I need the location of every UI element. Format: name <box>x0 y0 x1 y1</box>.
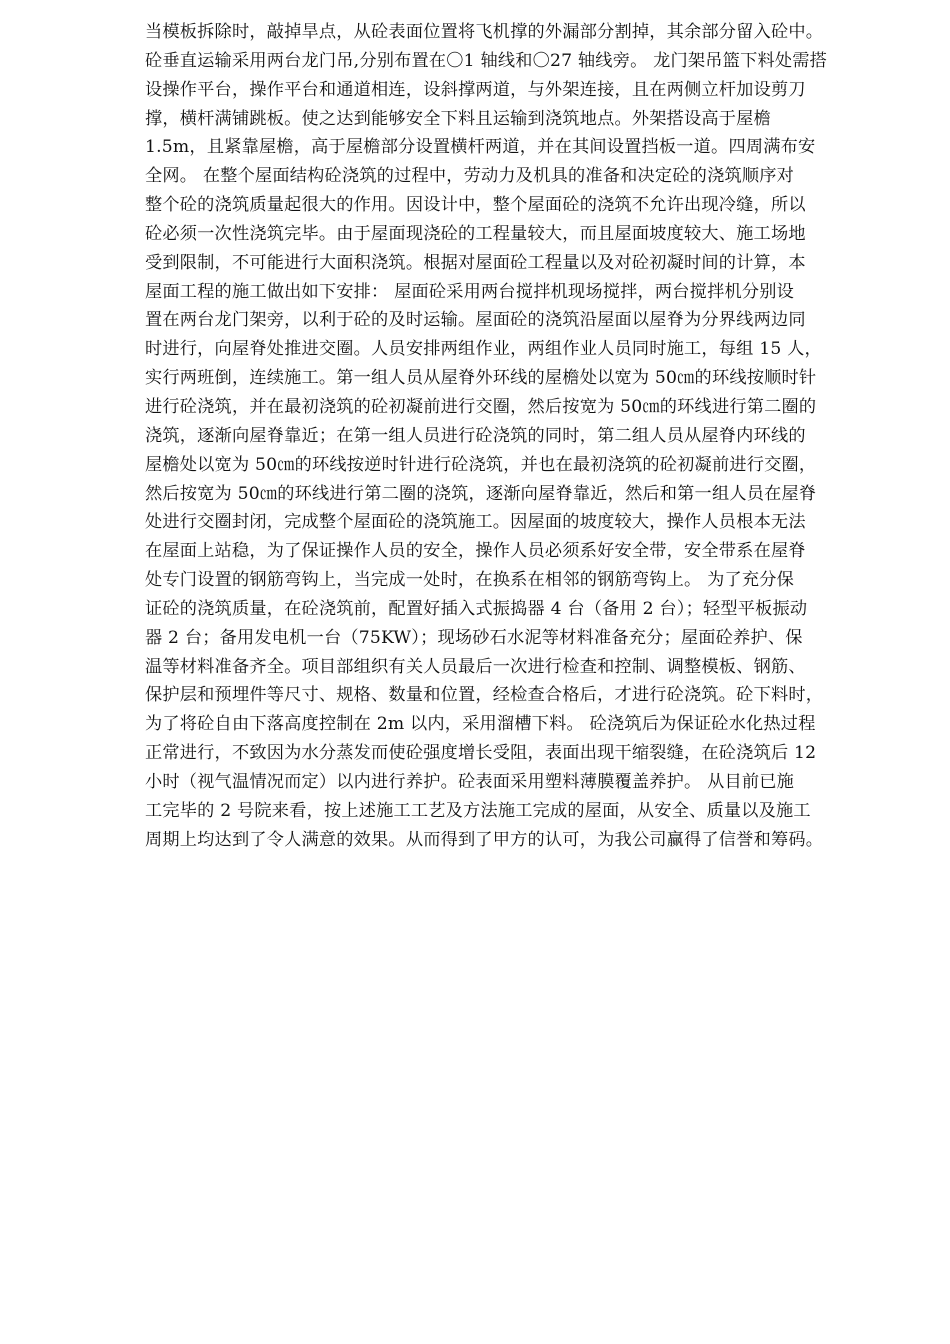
text-line: 周期上均达到了令人满意的效果。从而得到了甲方的认可，为我公司赢得了信誉和筹码。 <box>145 829 824 850</box>
text-line: 时进行，向屋脊处推进交圈。人员安排两组作业，两组作业人员同时施工，每组 15 人， <box>145 339 822 360</box>
text-line: 屋檐处以宽为 50㎝的环线按逆时针进行砼浇筑，并也在最初浇筑的砼初凝前进行交圈， <box>145 454 817 475</box>
text-line: 处进行交圈封闭，完成整个屋面砼的浇筑施工。因屋面的坡度较大，操作人员根本无法 <box>145 512 806 533</box>
text-line: 1.5m，且紧靠屋檐，高于屋檐部分设置横杆两道，并在其间设置挡板一道。四周满布安 <box>145 137 816 158</box>
text-line: 正常进行，不致因为水分蒸发而使砼强度增长受阻，表面出现干缩裂缝，在砼浇筑后 12 <box>145 743 817 764</box>
text-line: 工完毕的 2 号院来看，按上述施工工艺及方法施工完成的屋面，从安全、质量以及施工 <box>145 800 811 821</box>
body-text <box>145 18 905 854</box>
text-line: 小时（视气温情况而定）以内进行养护。砼表面采用塑料薄膜覆盖养护。 从目前已施 <box>145 771 795 792</box>
text-line: 保护层和预埋件等尺寸、规格、数量和位置，经检查合格后，才进行砼浇筑。砼下料时， <box>145 685 824 706</box>
text-line: 为了将砼自由下落高度控制在 2m 以内，采用溜槽下料。 砼浇筑后为保证砼水化热过程 <box>145 714 816 735</box>
text-line: 砼必须一次性浇筑完毕。由于屋面现浇砼的工程量较大，而且屋面坡度较大、施工场地 <box>145 223 806 244</box>
text-line: 屋面工程的施工做出如下安排： 屋面砼采用两台搅拌机现场搅拌，两台搅拌机分别设 <box>145 281 795 302</box>
text-line: 处专门设置的钢筋弯钩上，当完成一处时，在换系在相邻的钢筋弯钩上。 为了充分保 <box>145 570 795 591</box>
text-line: 置在两台龙门架旁，以利于砼的及时运输。屋面砼的浇筑沿屋面以屋脊为分界线两边同 <box>145 310 806 331</box>
text-line: 受到限制，不可能进行大面积浇筑。根据对屋面砼工程量以及对砼初凝时间的计算，本 <box>145 252 806 273</box>
text-line: 整个砼的浇筑质量起很大的作用。因设计中，整个屋面砼的浇筑不允许出现冷缝，所以 <box>145 195 806 216</box>
text-line: 全网。 在整个屋面结构砼浇筑的过程中，劳动力及机具的准备和决定砼的浇筑顺序对 <box>145 166 795 187</box>
text-line: 证砼的浇筑质量，在砼浇筑前，配置好插入式振捣器 4 台（备用 2 台）；轻型平板振动 <box>145 598 808 619</box>
text-line: 器 2 台；备用发电机一台（75KW）；现场砂石水泥等材料准备充分；屋面砼养护、保 <box>145 627 803 648</box>
text-line: 当模板拆除时，敲掉旱点，从砼表面位置将飞机撑的外漏部分割掉，其余部分留入砼中。 <box>145 22 824 42</box>
text-line: 然后按宽为 50㎝的环线进行第二圈的浇筑，逐渐向屋脊靠近，然后和第一组人员在屋脊 <box>145 483 817 504</box>
text-line: 砼垂直运输采用两台龙门吊,分别布置在〇1 轴线和〇27 轴线旁。 龙门架吊篮下料处需搭 <box>145 50 828 71</box>
text-line: 实行两班倒，连续施工。第一组人员从屋脊外环线的屋檐处以宽为 50㎝的环线按顺时针 <box>145 368 817 389</box>
text-line: 温等材料准备齐全。项目部组织有关人员最后一次进行检查和控制、调整模板、钢筋、 <box>145 656 806 677</box>
text-line: 浇筑，逐渐向屋脊靠近；在第一组人员进行砼浇筑的同时，第二组人员从屋脊内环线的 <box>145 425 806 446</box>
text-line: 设操作平台，操作平台和通道相连，设斜撑两道，与外架连接，且在两侧立杆加设剪刀 <box>145 79 806 100</box>
text-line: 撑，横杆满铺跳板。使之达到能够安全下料且运输到浇筑地点。外架搭设高于屋檐 <box>145 108 771 129</box>
text-line: 在屋面上站稳，为了保证操作人员的安全，操作人员必须系好安全带，安全带系在屋脊 <box>145 541 806 562</box>
text-line: 进行砼浇筑，并在最初浇筑的砼初凝前进行交圈，然后按宽为 50㎝的环线进行第二圈的 <box>145 396 817 417</box>
